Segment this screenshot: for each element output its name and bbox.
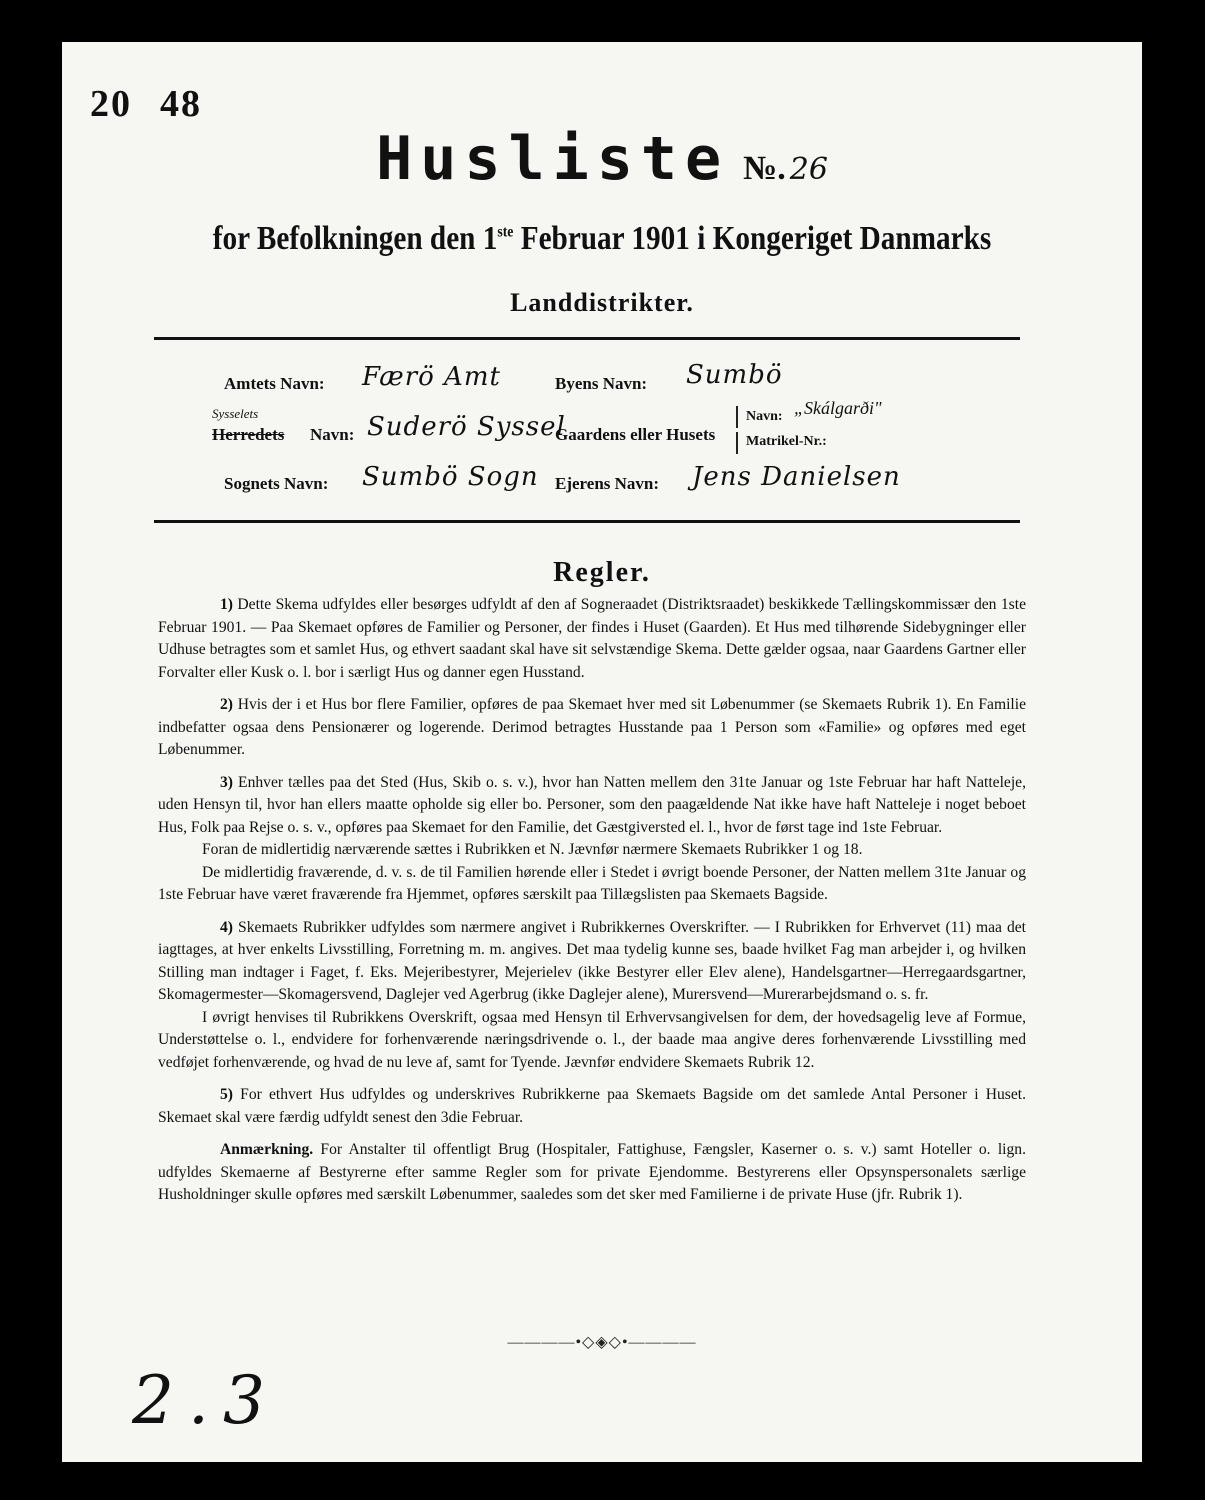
form-subtitle (138, 220, 1067, 258)
bracket-bottom (736, 432, 738, 454)
rule-1-number: 1) (220, 596, 233, 613)
rule-4b: I øvrigt henvises til Rubrikkens Overskrift, ogsaa med Hensyn til Erhvervsangivelsen for dem, der hovedsagelig leve af Formue, Understøttelse o. l., endvidere for forhenværende næringsdrivende o. l., der baade maa angive deres forhenværende Livsstilling med vedføjet forhenværende, og hvad de nu leve af, samt for Tyende. Jævnfør endvidere Skemaets Rubrik 12. (158, 1008, 1026, 1071)
herred-value-handwritten: Suderö Syssel (367, 412, 566, 442)
rule-5-number: 5) (220, 1086, 233, 1103)
page-mark-handwritten: 2.3 (132, 1362, 279, 1439)
sogn-label: Sognets Navn: (224, 474, 329, 493)
gaard-navn-label: Navn: (746, 409, 783, 424)
rule-3-text: Enhver tælles paa det Sted (Hus, Skib o. s. v.), hvor han Natten mellem den 31te Januar og 1ste Februar har haft Natteleje, uden Hensyn til, hvor han ellers maatte opholde sig eller bo. Personer, som den paagældende Nat ikke have haft Natteleje i noget beboet Hus, Folk paa Rejse o. s. v., opføres paa Skemaet for den Familie, det Gæstgiversted el. l., hvor de først tage ind 1ste Februar. (158, 773, 1026, 836)
sogn-value-handwritten: Sumbö Sogn (362, 462, 539, 492)
subtitle-pre: for Befolkningen den 1 (212, 220, 498, 257)
herred-label: Navn: (310, 425, 355, 444)
rule-4-number: 4) (220, 918, 233, 936)
archive-stamp-numbers (90, 82, 230, 126)
bracket-top (736, 406, 738, 428)
amt-value-handwritten: Færö Amt (362, 362, 501, 392)
note-label: Anmærkning. (220, 1141, 314, 1158)
rule-3b: Foran de midlertidig nærværende sættes i Rubrikken et N. Jævnfør nærmere Skemaets Rubrikker 1 og 18. (202, 841, 863, 858)
subtitle-post: Februar 1901 i Kongeriget Danmarks (513, 220, 992, 257)
herred-overwrite-handwritten: Sysselets (212, 406, 259, 421)
gaard-navn-value-handwritten: „Skálgarði" (794, 398, 882, 418)
rule-4-text: Skemaets Rubrikker udfyldes som nærmere angivet i Rubrikkernes Overskrifter. — I Rubrikken for Erhvervet (11) maa det iagttages, at hver enkelts Livsstilling, Forretning m. m. angives. Det maa tydelig kunne ses, baade hvilket Fag man arbejder i, og hvilken Stilling man indtager i Faget, f. Eks. Mejeribestyrer, Mejerielev (ikke Bestyrer eller Elev alene), Handelsgartner—Herregaardsgartner, Skomagermester—Skomagersvend, Daglejer ved Agerbrug (ikke Daglejer alene), Murersvend—Murerarbejdsmand o. s. fr. (158, 918, 1026, 1003)
rules-heading: Regler. (553, 557, 651, 588)
rule-2-text: Hvis der i et Hus bor flere Familier, opføres de paa Skemaet hver med sit Løbenummer (se Skemaets Rubrik 1). En Familie indbefatter ogsaa dens Pensionærer og logerende. Derimod betragtes Husstande paa 1 Person som «Familie» og opføres med eget Løbenummer. (158, 696, 1026, 758)
rule-3c: De midlertidig fraværende, d. v. s. de til Familien hørende eller i Stedet i øvrigt boende Personer, der Natten mellem 31te Januar og 1ste Februar have været fraværende fra Hjemmet, opføres særskilt paa Tillægslisten paa Skemaets Bagside. (158, 863, 1026, 903)
rule-1 (158, 594, 1026, 684)
top-divider (154, 337, 1020, 340)
rule-2-number: 2) (220, 696, 233, 713)
rule-1-text: Dette Skema udfyldes eller besørges udfyldt af den af Sogneraadet (Distriktsraadet) beskikkede Tællingskommissær den 1ste Februar 1901. — Paa Skemaet opføres de Familier og Personer, der findes i Huset (Gaarden). Et Hus med tilhørende Sidebygninger eller Udhuse betragtes som et samlet Hus, og ethvert saadant skal have sit selvstændige Skema. Dette gælder ogsaa, naar Gaardens Gartner eller Forvalter eller Kusk o. l. bor i særligt Hus og danner egen Husstand. (158, 596, 1026, 681)
note (158, 1139, 1026, 1207)
by-label: Byens Navn: (555, 374, 648, 393)
census-form-sheet (62, 42, 1142, 1462)
number-value-handwritten: 26 (789, 152, 828, 187)
ejer-label: Ejerens Navn: (555, 474, 660, 493)
stamp-number-a: 20 (90, 83, 132, 125)
rule-4 (158, 917, 1026, 1007)
district-heading: Landdistrikter. (510, 288, 694, 317)
bottom-divider (154, 520, 1020, 523)
rules-body (158, 594, 1026, 1217)
subtitle-sup: ste (497, 223, 514, 241)
rule-3-number: 3) (220, 773, 233, 791)
note-text: For Anstalter til offentligt Brug (Hospitaler, Fattighuse, Fængsler, Kaserner o. s. v.) samt Hoteller o. lign. udfyldes Skemaerne af Bestyrerne efter samme Regler som for private Ejendomme. Bestyrerens eller Opsynspersonalets særlige Husholdninger skulle opføres med særskilt Løbenummer, saaledes som det sker med Familierne i de private Huse (jfr. Rubrik 1). (158, 1141, 1026, 1203)
rule-2 (158, 694, 1026, 762)
matrikel-label: Matrikel-Nr.: (746, 434, 827, 449)
form-title (62, 124, 1142, 194)
by-value-handwritten: Sumbö (686, 360, 783, 390)
amt-label: Amtets Navn: (224, 374, 325, 393)
title-text: Husliste (376, 124, 730, 194)
ejer-value-handwritten: Jens Danielsen (692, 462, 901, 492)
herred-struck-label: Herredets (212, 425, 285, 444)
ornament-divider: ————•◇◈◇•———— (507, 1334, 697, 1351)
stamp-number-b: 48 (160, 83, 202, 125)
rule-5-text: For ethvert Hus udfyldes og underskrives Rubrikkerne paa Skemaets Bagside om det samlede Antal Personer i Huset. Skemaet skal være færdig udfyldt senest den 3die Februar. (158, 1086, 1026, 1126)
number-label: №. (743, 150, 786, 187)
rule-5 (158, 1084, 1026, 1129)
rule-3 (158, 772, 1026, 840)
gaard-label: Gaardens eller Husets (555, 425, 716, 444)
